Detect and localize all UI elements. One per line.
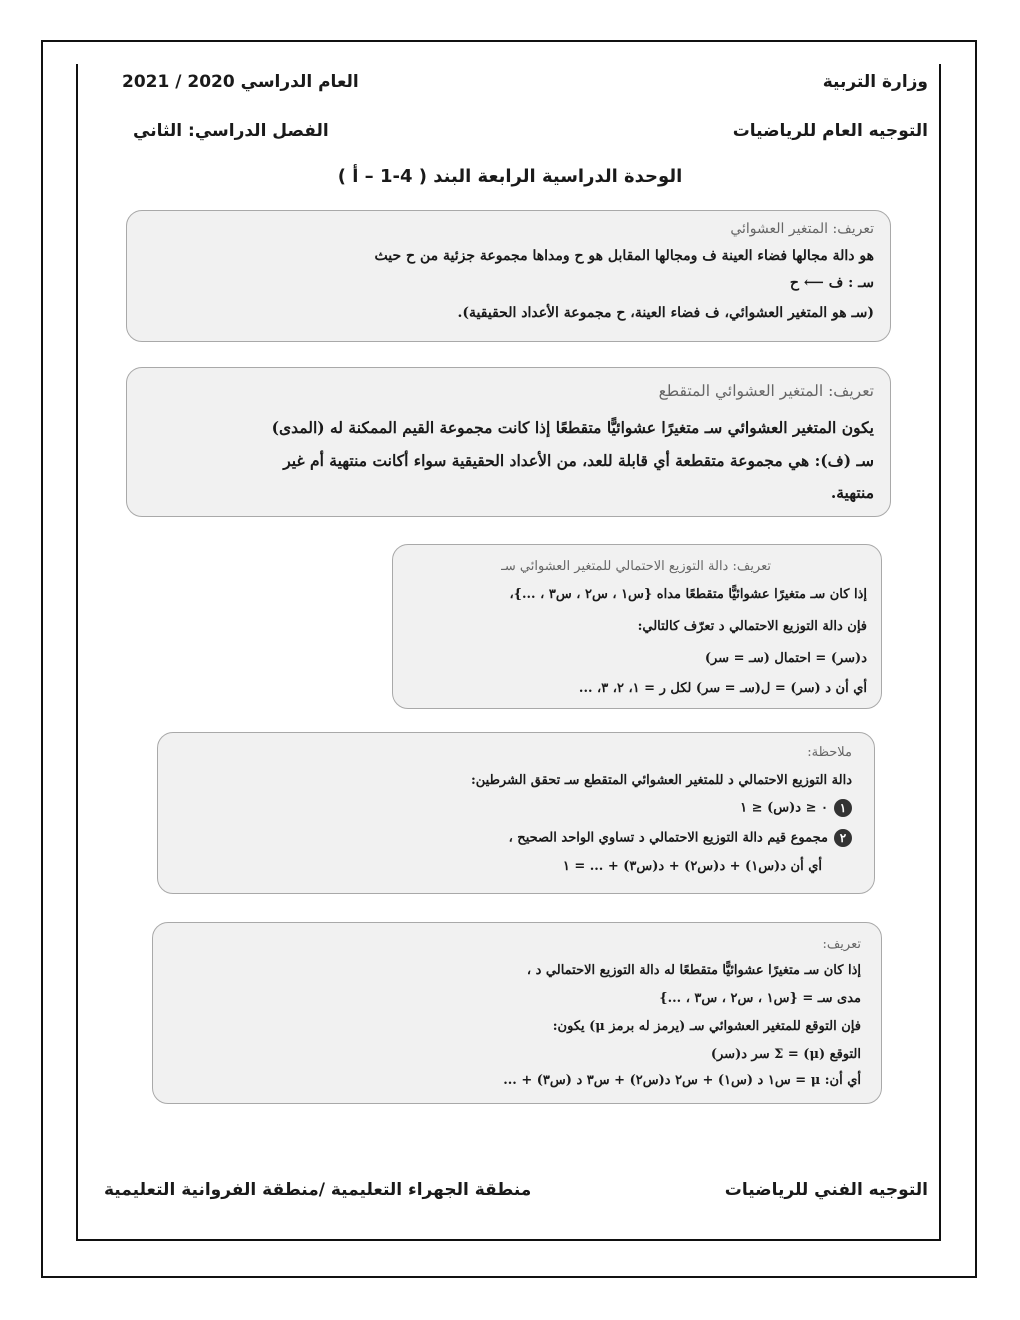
definition-line: التوقع (μ) = Σ سر د(سر): [710, 1047, 861, 1062]
number-badge: ٢: [834, 829, 852, 847]
definition-label: تعريف: المتغير العشوائي المتقطع: [658, 382, 874, 400]
footer-department: التوجيه الفني للرياضيات: [724, 1180, 928, 1200]
note-line: أي أن د(س١) + د(س٢) + د(س٣) + ... = ١: [562, 859, 822, 874]
definition-line: هو دالة مجالها فضاء العينة ف ومجالها المقابل هو ح ومداها مجموعة جزئية من ح حيث: [374, 248, 874, 264]
definition-line: فإن التوقع للمتغير العشوائي سـ (يرمز له برمز μ) يكون:: [552, 1019, 861, 1034]
condition-text: ٠ ≤ د(س) ≤ ١: [740, 800, 828, 816]
note-box: [157, 732, 875, 894]
definition-line: (سـ هو المتغير العشوائي، ف فضاء العينة، ح مجموعة الأعداد الحقيقية).: [457, 305, 874, 321]
discrete-random-variable-definition-box: [126, 367, 891, 517]
random-variable-definition-box: [126, 210, 891, 342]
ministry-name: وزارة التربية: [822, 72, 928, 92]
condition-item-1: [740, 799, 852, 817]
note-line: دالة التوزيع الاحتمالي د للمتغير العشوائي المتقطع سـ تحقق الشرطين:: [470, 773, 852, 788]
unit-title: الوحدة الدراسية الرابعة البند ( 4-1 – أ ): [337, 166, 683, 187]
definition-line: إذا كان سـ متغيرًا عشوائيًّا متقطعًا له دالة التوزيع الاحتمالي د ،: [526, 963, 861, 978]
condition-item-2: [509, 829, 852, 847]
definition-line: سـ (ف): هي مجموعة متقطعة أي قابلة للعد، من الأعداد الحقيقية سواء أكانت منتهية أم غير: [283, 451, 874, 470]
definition-label: تعريف: دالة التوزيع الاحتمالي للمتغير العشوائي سـ: [501, 559, 771, 574]
academic-year: العام الدراسي 2020 / 2021: [122, 72, 359, 92]
note-label: ملاحظة:: [807, 745, 852, 760]
definition-line: منتهية.: [830, 483, 874, 502]
definition-line: فإن دالة التوزيع الاحتمالي د تعرّف كالتالي:: [637, 619, 867, 634]
number-badge: ١: [834, 799, 852, 817]
definition-line: إذا كان سـ متغيرًا عشوائيًّا متقطعًا مداه {س١ ، س٢ ، س٣ ، ...}،: [509, 587, 867, 602]
probability-distribution-definition-box: [392, 544, 882, 709]
condition-text: مجموع قيم دالة التوزيع الاحتمالي د تساوي الواحد الصحيح ،: [508, 830, 828, 846]
semester: الفصل الدراسي: الثاني: [133, 121, 329, 141]
expectation-definition-box: [152, 922, 882, 1104]
definition-line: سـ : ف ⟵ ح: [789, 275, 874, 291]
department-name: التوجيه العام للرياضيات: [732, 121, 928, 141]
definition-line: يكون المتغير العشوائي سـ متغيرًا عشوائيًّا متقطعًا إذا كانت مجموعة القيم الممكنة له (المدى): [271, 418, 874, 437]
definition-line: د(سر) = احتمال (سـ = سر): [704, 651, 867, 666]
definition-line: أي أن د (سر) = ل(سـ = سر) لكل ر = ١، ٢، ٣، ...: [578, 681, 867, 696]
definition-line: أي أن: μ = س١ د (س١) + س٢ د(س٢) + س٣ د (س٣) + ...: [503, 1073, 861, 1088]
definition-label: تعريف:: [822, 937, 861, 952]
definition-line: مدى سـ = {س١ ، س٢ ، س٣ ، ...}: [659, 991, 861, 1006]
footer-regions: منطقة الجهراء التعليمية /منطقة الفروانية التعليمية: [104, 1180, 532, 1200]
definition-label: تعريف: المتغير العشوائي: [730, 221, 874, 237]
